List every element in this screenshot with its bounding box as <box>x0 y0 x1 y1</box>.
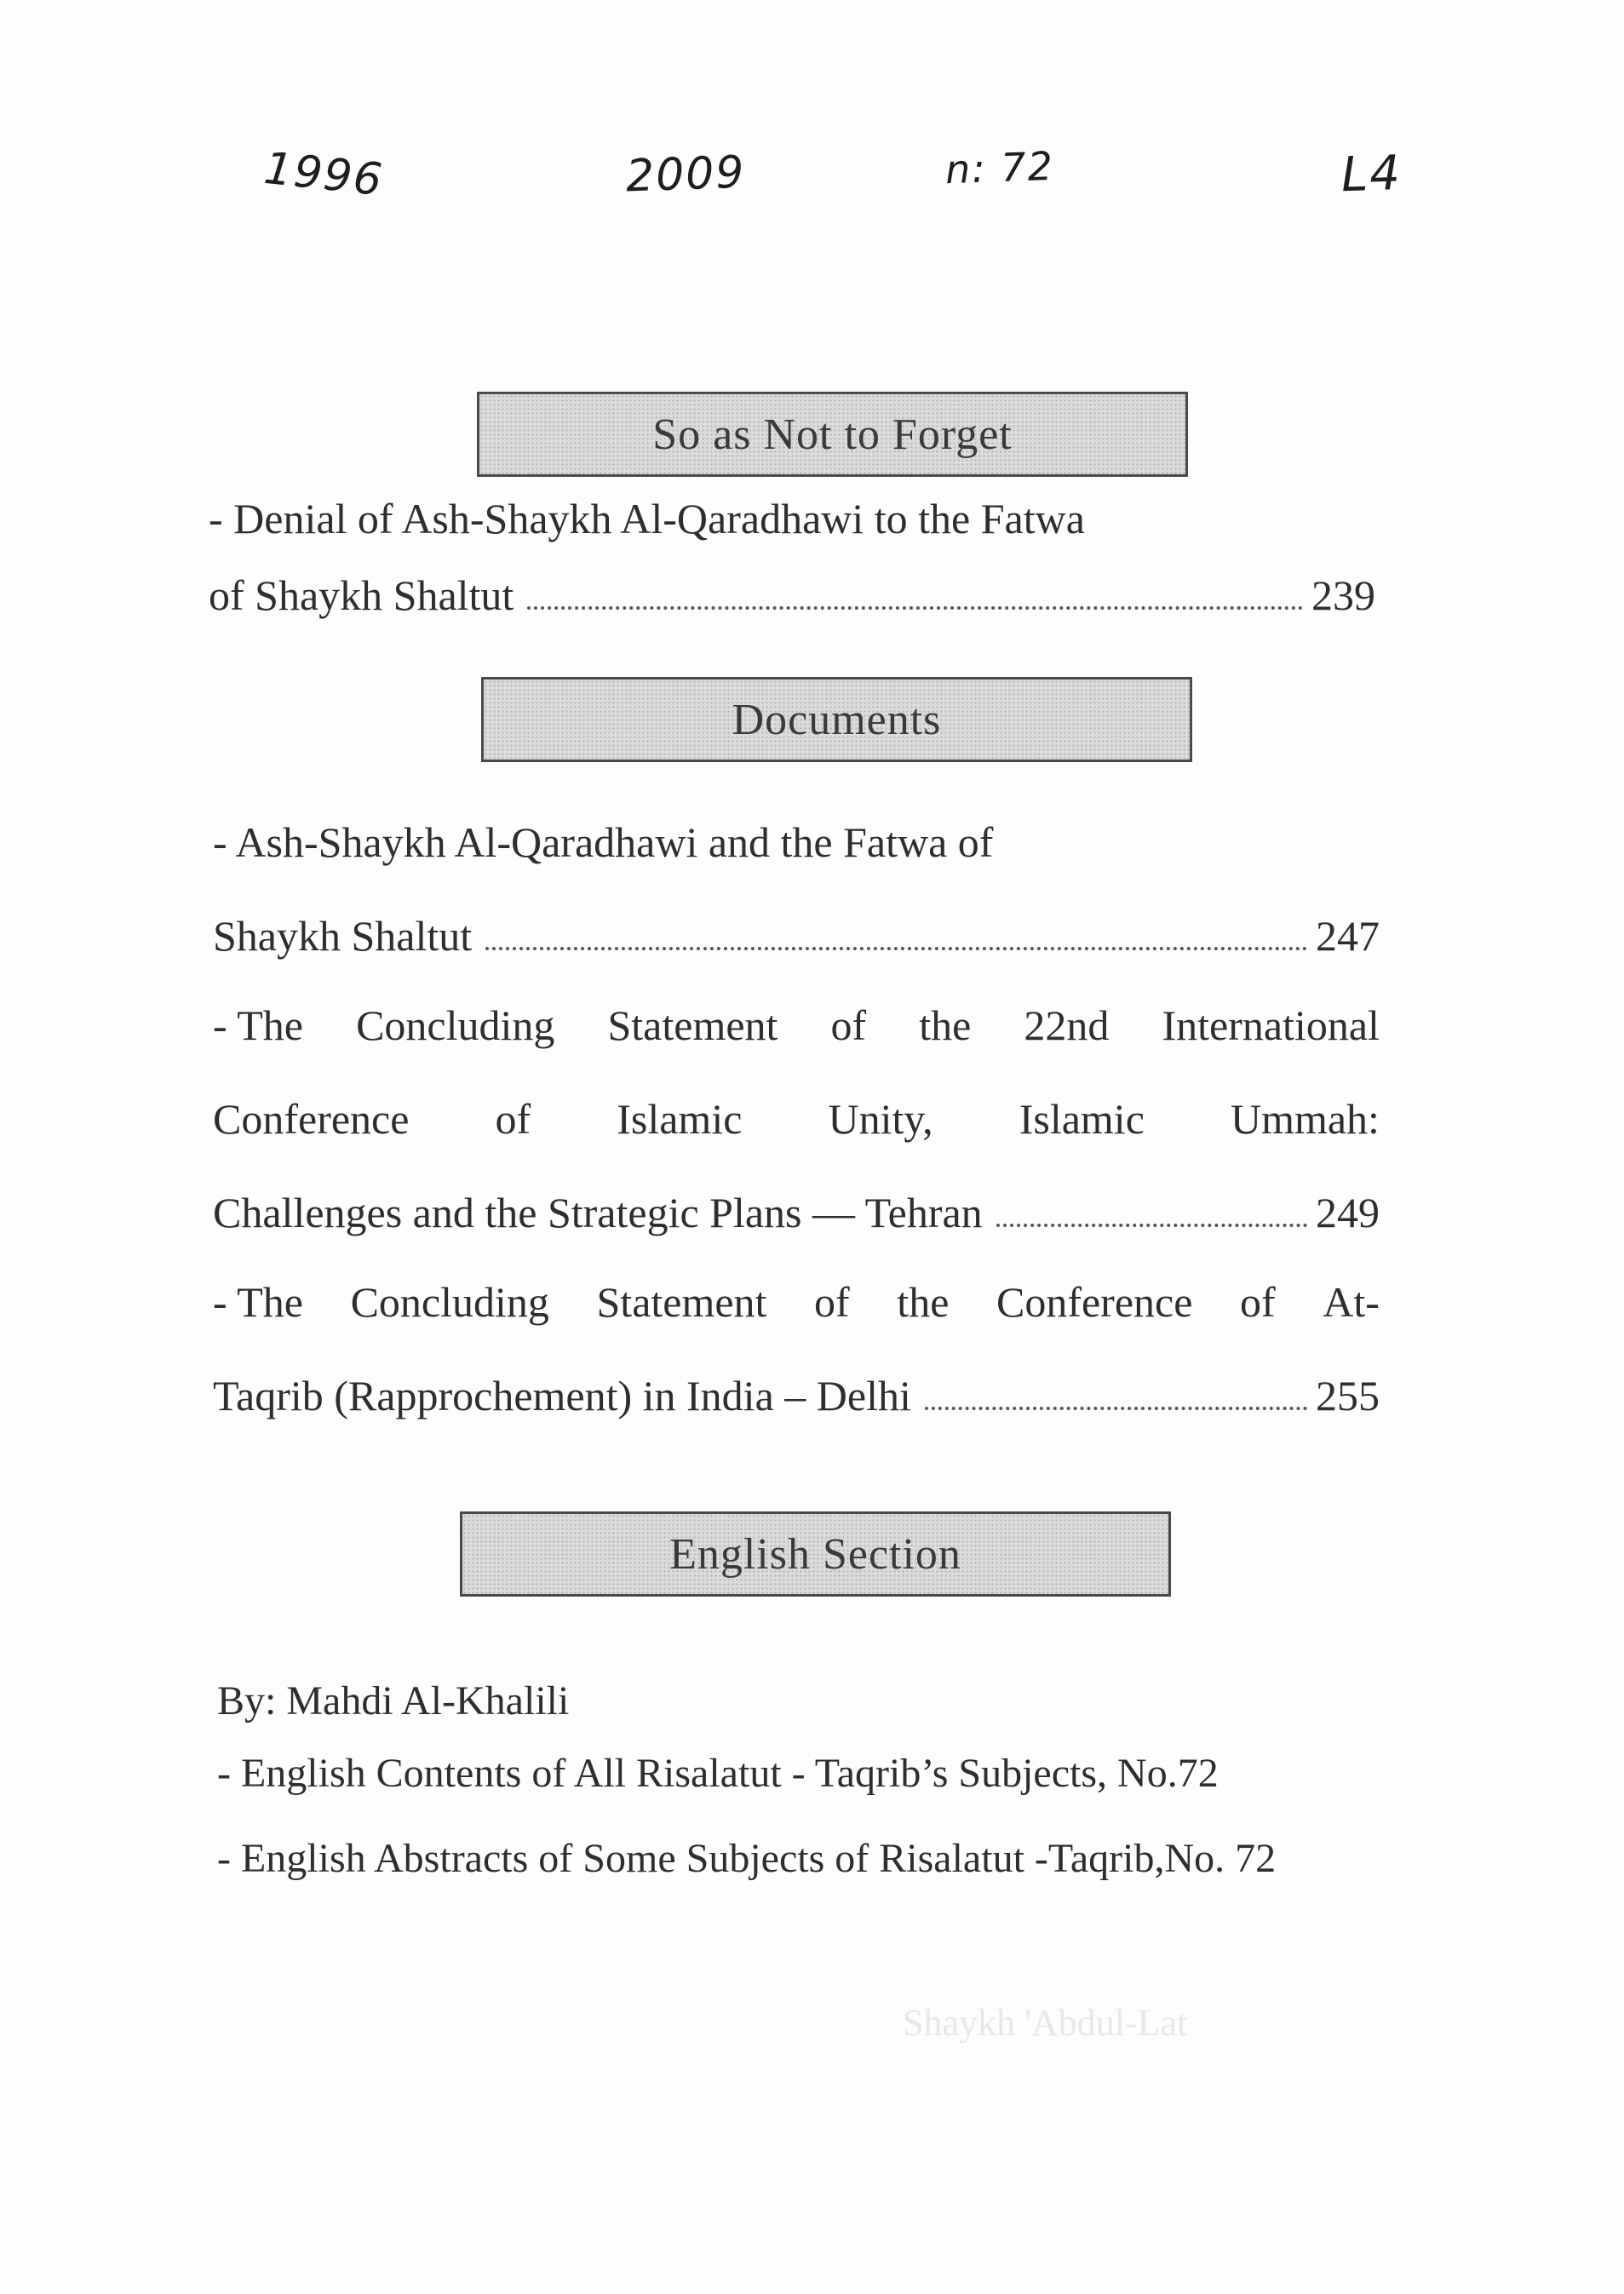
dot-leader <box>485 947 1307 950</box>
word: At- <box>1323 1278 1380 1326</box>
documents-entry-2-line-3: Challenges and the Strategic Plans — Tehran <box>213 1189 983 1236</box>
documents-entry-3-line-1 <box>213 1277 1380 1327</box>
forget-entry-page: 239 <box>1311 571 1375 619</box>
section-header-forget <box>477 392 1188 477</box>
forget-entry-line-1: - Denial of Ash-Shaykh Al-Qaradhawi to the Fatwa <box>209 495 1085 542</box>
forget-entry-line-2: of Shaykh Shaltut <box>209 571 514 619</box>
handwritten-code: L4 <box>1340 145 1403 204</box>
section-title-forget: So as Not to Forget <box>652 410 1013 459</box>
word: of <box>495 1095 531 1143</box>
word: Islamic <box>1019 1095 1145 1143</box>
handwritten-issue-number: n: 72 <box>944 142 1055 193</box>
dot-leader <box>925 1407 1307 1410</box>
documents-entry-1-line-2: Shaykh Shaltut <box>213 912 473 960</box>
word: Islamic <box>617 1095 743 1143</box>
documents-entry-1-line-1: - Ash-Shaykh Al-Qaradhawi and the Fatwa of <box>213 818 994 866</box>
word: the <box>897 1278 950 1326</box>
word: of <box>830 1001 867 1049</box>
word: Conference <box>213 1095 410 1143</box>
section-header-documents <box>481 677 1192 762</box>
documents-entry-2-row <box>213 1188 1380 1237</box>
section-header-english <box>460 1511 1171 1597</box>
word: - The <box>213 1001 303 1049</box>
section-title-english: English Section <box>669 1529 961 1579</box>
word: Statement <box>596 1278 767 1326</box>
documents-entry-3-line-2: Taqrib (Rapprochement) in India – Delhi <box>213 1372 911 1419</box>
word: Concluding <box>350 1278 549 1326</box>
documents-entry-1-page: 247 <box>1316 912 1380 960</box>
handwritten-year-2: 2009 <box>624 146 747 203</box>
dot-leader <box>996 1224 1307 1227</box>
word: Conference <box>996 1278 1193 1326</box>
word: the <box>919 1001 972 1049</box>
forget-entry-row <box>209 571 1375 620</box>
documents-entry-2-line-2 <box>213 1094 1380 1144</box>
documents-entry-3-row <box>213 1371 1380 1420</box>
word: Ummah: <box>1230 1095 1380 1143</box>
word: - The <box>213 1278 303 1326</box>
word: Statement <box>607 1001 778 1049</box>
word: of <box>814 1278 850 1326</box>
handwritten-year-1: 1996 <box>261 142 387 207</box>
english-item-2: - English Abstracts of Some Subjects of Risalatut -Taqrib,No. 72 <box>217 1836 1277 1881</box>
documents-entry-3-page: 255 <box>1316 1372 1380 1419</box>
word: International <box>1162 1001 1380 1049</box>
bleed-through-text: Shaykh 'Abdul-Lat <box>903 2002 1188 2044</box>
section-title-documents: Documents <box>732 695 942 744</box>
documents-entry-2-line-1 <box>213 1001 1380 1050</box>
word: Unity, <box>828 1095 933 1143</box>
documents-entry-2-page: 249 <box>1316 1189 1380 1236</box>
english-item-1: - English Contents of All Risalatut - Taqrib’s Subjects, No.72 <box>217 1751 1219 1796</box>
english-author: By: Mahdi Al-Khalili <box>217 1678 570 1723</box>
dot-leader <box>527 606 1303 610</box>
documents-entry-1-row <box>213 911 1380 961</box>
word: Concluding <box>356 1001 555 1049</box>
word: of <box>1240 1278 1276 1326</box>
word: 22nd <box>1024 1001 1110 1049</box>
